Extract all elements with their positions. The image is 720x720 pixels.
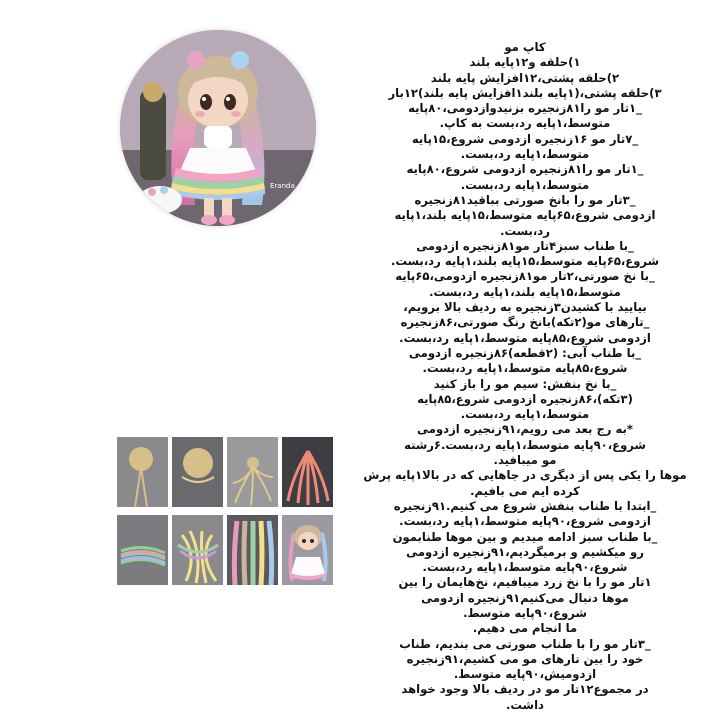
- doll-illustration: [120, 30, 316, 226]
- recipe-line: بیایید با کشیدن۳زنجیره به ردیف بالا برویم،: [403, 300, 647, 315]
- recipe-line: داشت.: [505, 697, 544, 712]
- recipe-line: _تارهای مو(۲تکه)بانخ رنگ صورتی،۸۶زنجیره: [400, 315, 650, 330]
- recipe-line: موها دنبال می‌کنیم۹۱زنجیره ازدومی: [421, 590, 629, 605]
- recipe-text: [335, 40, 715, 713]
- recipe-line: _۳تار مو را بانخ صورتی بباقید۸۱زنجیره: [414, 192, 636, 207]
- recipe-line: _با نخ صورتی،۲تار مو۸۱زنجیره ازدومی،۶۵پایه: [395, 269, 655, 284]
- recipe-line: ما انجام می دهیم.: [472, 621, 578, 636]
- recipe-line: ۱تار مو را با نخ زرد میبافیم، نخ‌هایمان را بین: [398, 575, 652, 590]
- recipe-line: ازدومیش،۹۰پایه متوسط.: [453, 667, 597, 682]
- recipe-line: شروع،۹۰پایه متوسط،۱پایه رد،بست.: [422, 560, 628, 575]
- recipe-line: (۳تکه)،۸۶زنجیره ازدومی شروع،۸۵پایه: [417, 391, 633, 406]
- recipe-line: ازدومی شروع،۸۵پایه متوسط،۱پایه رد،بست.: [399, 330, 651, 345]
- collage-photo-1: [117, 437, 168, 507]
- recipe-line: شروع،۶۵پایه متوسط،۱۵پایه بلند،۱پایه رد،بست.: [390, 254, 660, 269]
- recipe-line: *به رج بعد می رویم،۹۱زنجیره ازدومی: [417, 422, 633, 437]
- recipe-line: متوسط،۱پایه رد،بست.: [460, 177, 590, 192]
- recipe-line: ازدومی شروع،۹۰پایه متوسط،۱پایه رد،بست.: [399, 514, 651, 529]
- recipe-title: کاپ مو: [504, 40, 546, 54]
- collage-photo-2: [172, 437, 223, 507]
- recipe-line: ۲)حلقه پشتی،۱۲افزایش پایه بلند: [430, 70, 620, 85]
- recipe-line: _با طناب سبز ادامه میدیم و بین موها طنابمون: [392, 529, 658, 544]
- recipe-line: _با طناب آبی: (۲قطعه)۸۶زنجیره ازدومی: [408, 345, 642, 360]
- collage-photo-7: [227, 515, 278, 585]
- recipe-line: خود را بین تارهای مو می کشیم،۹۱زنجیره: [406, 651, 644, 666]
- collage-photo-4: [282, 437, 333, 507]
- recipe-line: شروع،۸۵پایه متوسط،۱پایه رد،بست.: [422, 361, 628, 376]
- recipe-line: ۱)حلقه و۱۲پایه بلند: [469, 55, 581, 70]
- recipe-line: موها را یکی پس از دیگری در جاهایی که در بالا۱پایه پرش: [363, 468, 687, 483]
- recipe-line: مو میبافید.: [493, 453, 557, 468]
- recipe-line: کرده ایم می بافیم.: [470, 483, 580, 498]
- doll-photo: [120, 30, 316, 226]
- recipe-line: _۳تار مو را با طناب صورتی می بندیم، طناب: [399, 636, 651, 651]
- recipe-line: رو میکشیم و برمیگردیم،۹۱زنجیره ازدومی: [406, 544, 644, 559]
- recipe-line: در مجموع۱۲تار مو در ردیف بالا وجود خواهد: [401, 682, 649, 697]
- process-photo-collage: [117, 437, 335, 587]
- recipe-line: شروع،۹۰پایه متوسط،۱پایه رد،بست.۶رشته: [404, 437, 646, 452]
- recipe-line: شروع،۹۰پایه متوسط.: [463, 605, 587, 620]
- recipe-line: _با طناب سبز۴تار مو۸۱زنجیره ازدومی: [416, 238, 634, 253]
- recipe-line: ازدومی شروع،۶۵پایه متوسط،۱۵پایه بلند،۱پایه: [394, 208, 656, 223]
- recipe-line: متوسط،۱پایه رد،بست به کاپ.: [439, 116, 611, 131]
- collage-photo-6: [172, 515, 223, 585]
- recipe-line: رد،بست.: [500, 223, 550, 238]
- recipe-line: متوسط،۱پایه رد،بست.: [460, 147, 590, 162]
- collage-photo-5: [117, 515, 168, 585]
- recipe-line: _۱تار مو را۸۱زنجیره ازدومی شروع،۸۰پایه: [406, 162, 644, 177]
- recipe-line: _با نخ بنفش: سیم مو را باز کنید: [433, 376, 617, 391]
- collage-photo-8: [282, 515, 333, 585]
- collage-photo-3: [227, 437, 278, 507]
- recipe-line: ۳)حلقه پشتی،(۱پایه بلند۱افزایش پایه بلند)۱۲بار: [388, 85, 662, 100]
- recipe-line: متوسط،۱پایه رد،بست.: [460, 407, 590, 422]
- watermark-text: Eranda: [270, 182, 295, 190]
- recipe-line: متوسط،۱۵پایه بلند،۱پایه رد،بست.: [429, 284, 621, 299]
- recipe-line: _۱تار مو را۸۱زنجیره بزنیدوازدومی،۸۰پایه: [408, 101, 642, 116]
- recipe-line: _۷تار مو ۱۶زنجیره ازدومی شروع،۱۵پایه: [411, 131, 639, 146]
- recipe-line: _ابتدا با طناب بنفش شروع می کنیم.۹۱زنجیره: [393, 498, 657, 513]
